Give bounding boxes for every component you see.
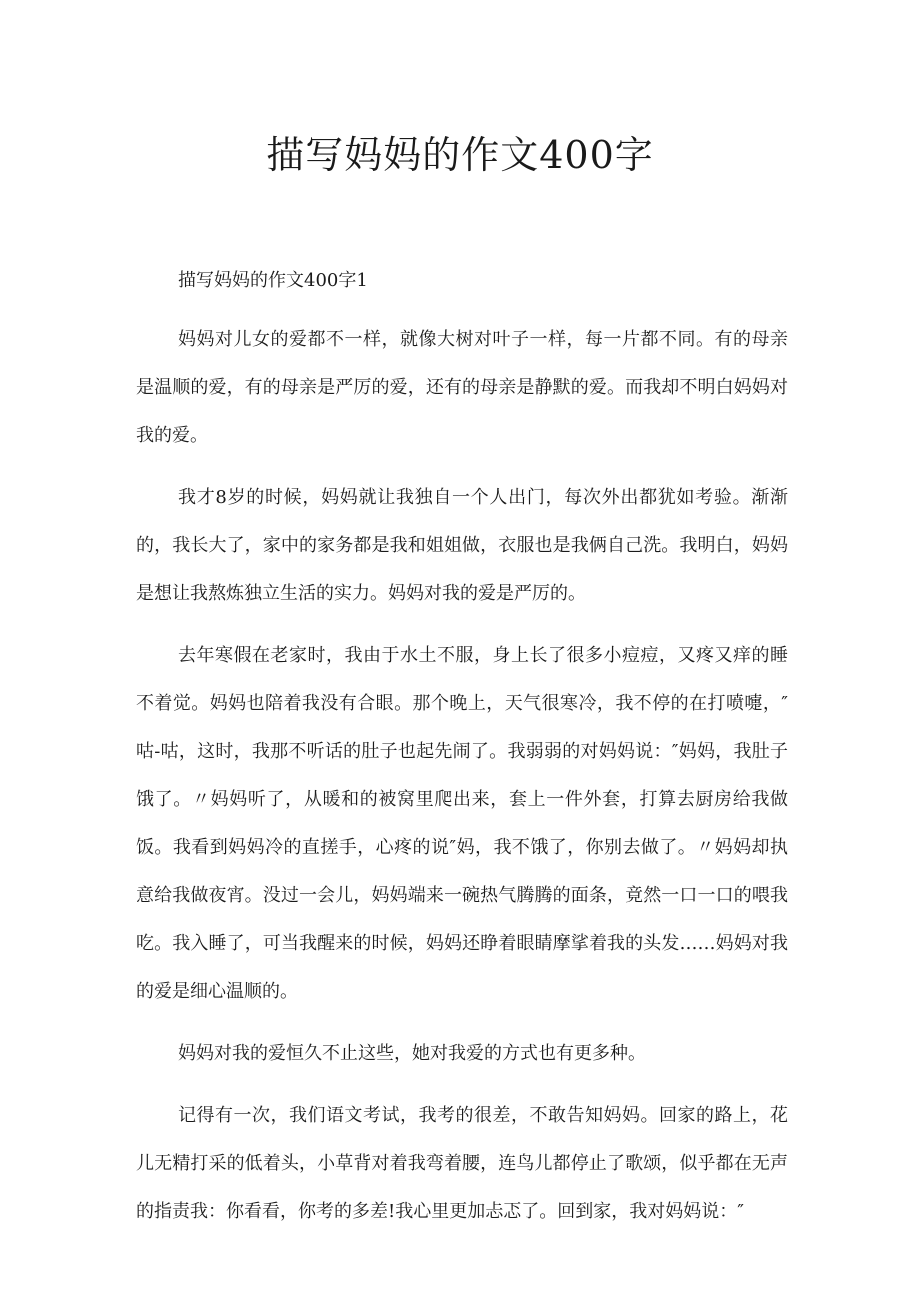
paragraph-5: 记得有一次，我们语文考试，我考的很差，不敢告知妈妈。回家的路上，花儿无精打采的低着头，小草背对着我弯着腰，连鸟儿都停止了歌颂，似乎都在无声的指责我：你看看，你考的多差!我心里更加忐忑了。回到家，我对妈妈说：″ [136,1105,788,1222]
paragraph-2: 我才8岁的时候，妈妈就让我独自一个人出门，每次外出都犹如考验。渐渐的，我长大了，家中的家务都是我和姐姐做，衣服也是我俩自己洗。我明白，妈妈是想让我熬炼独立生活的实力。妈妈对我的爱是严厉的。 [136,487,788,604]
document-title: 描写妈妈的作文400字 [266,133,654,177]
paragraph-1: 妈妈对儿女的爱都不一样，就像大树对叶子一样，每一片都不同。有的母亲是温顺的爱，有的母亲是严厉的爱，还有的母亲是静默的爱。而我却不明白妈妈对我的爱。 [136,329,788,446]
document-body [136,262,788,1250]
paragraph-4: 妈妈对我的爱恒久不止这些，她对我爱的方式也有更多种。 [178,1043,646,1064]
paragraph-3: 去年寒假在老家时，我由于水土不服，身上长了很多小痘痘，又疼又痒的睡不着觉。妈妈也陪着我没有合眼。那个晚上，天气很寒冷，我不停的在打喷嚏，″咕-咕，这时，我那不听话的肚子也起先闹了。我弱弱的对妈妈说：″妈妈，我肚子饿了。〃妈妈听了，从暖和的被窝里爬出来，套上一件外套，打算去厨房给我做饭。我看到妈妈冷的直搓手，心疼的说″妈，我不饿了，你别去做了。〃妈妈却执意给我做夜宵。没过一会儿，妈妈端来一碗热气腾腾的面条，竟然一口一口的喂我吃。我入睡了，可当我醒来的时候，妈妈还睁着眼睛摩挲着我的头发……妈妈对我的爱是细心温顺的。 [136,645,788,1002]
section-heading: 描写妈妈的作文400字1 [178,270,368,291]
